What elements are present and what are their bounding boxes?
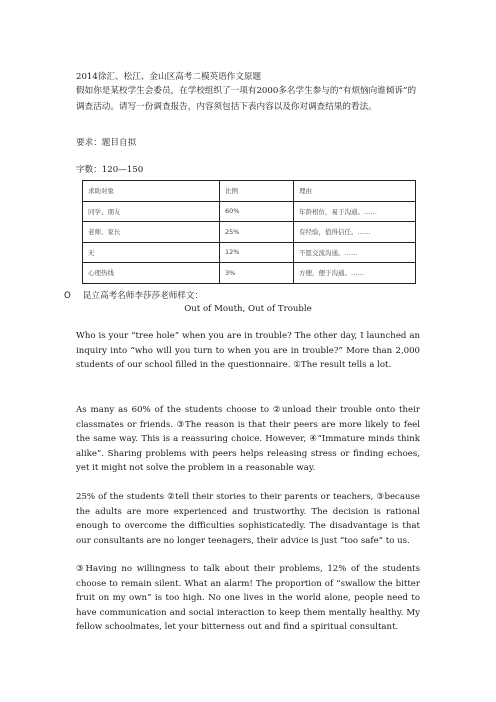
table-row [83,222,416,243]
table-row [83,242,416,263]
table-cell: 有经验，值得信任。…… [294,222,416,243]
table-cell: 老师、家长 [83,222,220,243]
table-header-row [83,181,416,202]
table-cell: 25% [220,222,294,243]
essay-paragraph: 25% of the students ②tell their stories to their parents or teachers, ③because the adults are more experienced and trustworthy. The decision is rational enough to overcome the difficulties sophisticatedly. The disadvantage is that our consultants are no longer teenagers, their advice is just “too safe” to us. [76,492,420,546]
table-cell: 无 [83,242,220,263]
sample-intro-text: 昆立高考名师李莎莎老师样文： [82,291,204,301]
prompt-text: 假如你是某校学生会委员，在学校组织了一项有2000多名学生参与的“有烦恼向谁倾诉”的调查活动。请写一份调查报告，内容须包括下表内容以及你对调查结果的看法。 [76,86,417,112]
table-cell: 同学、朋友 [83,201,220,222]
essay-paragraph: As many as 60% of the students choose to ②unload their trouble onto their classmates or friends. ③The reason is that their peers are more likely to feel the same way. This is a reassuring choice. However, ④“Immature minds think alike”. Sharing problems with peers helps releasing stress or finding echoes, yet it might not solve the problem in a reasonable way. [76,405,420,473]
document-title: 2014徐汇、松江、金山区高考二模英语作文原题 [76,72,262,82]
table-cell: 12% [220,242,294,263]
table-header-cell: 比例 [220,181,294,202]
requirement-text: 要求：题目自拟 [76,138,137,148]
table-header-cell: 理由 [294,181,416,202]
sample-intro [64,289,203,303]
survey-table [82,180,416,284]
table-cell: 3% [220,263,294,284]
table-cell: 年龄相仿，易于沟通。…… [294,201,416,222]
table-cell: 心理热线 [83,263,220,284]
essay-paragraph: ③Having no willingness to talk about their problems, 12% of the students choose to remain silent. What an alarm! The proportion of “swallow the bitter fruit on my own” is too high. No one lives in the world alone, people need to have communication and social interaction to keep them mentally healthy. My fellow schoolmates, let your bitterness out and find a spiritual consultant. [76,564,420,632]
bullet-icon: O [64,291,71,301]
essay-paragraph: Who is your “tree hole” when you are in trouble? The other day, I launched an inquiry into “who will you turn to when you are in trouble?” More than 2,000 students of our school filled in the questionnaire. ①The result tells a lot. [76,331,420,370]
table-cell: 方便，便于沟通。…… [294,263,416,284]
table-header-cell: 求助对象 [83,181,220,202]
table-cell: 不愿交流沟通。…… [294,242,416,263]
table-row [83,263,416,284]
table-row [83,201,416,222]
word-count-text: 字数：120—150 [76,165,144,175]
essay-title: Out of Mouth, Out of Trouble [184,304,312,314]
table-cell: 60% [220,201,294,222]
